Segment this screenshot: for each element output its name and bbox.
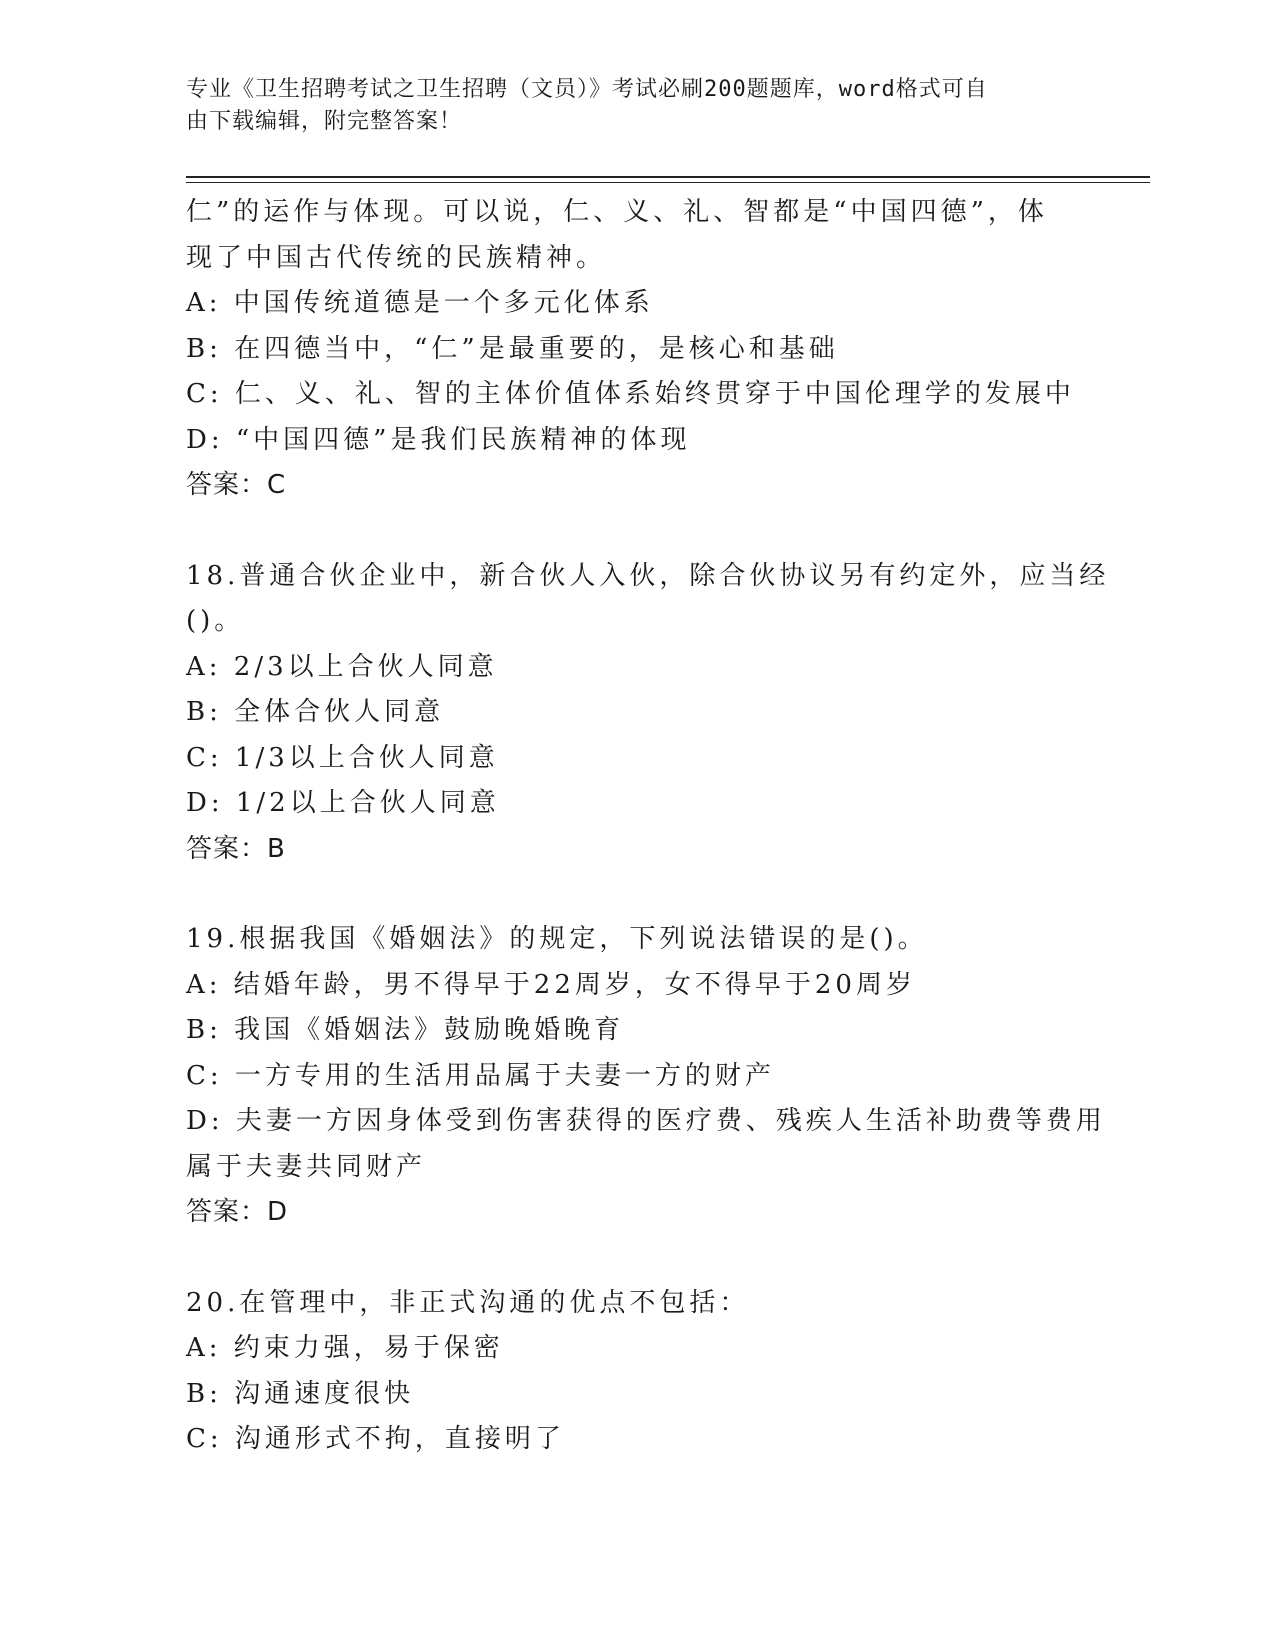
question-stem-line: ()。 (186, 606, 245, 636)
answer-line: 答案：B (186, 833, 286, 864)
option-d: D: “中国四德”是我们民族精神的体现 (186, 424, 691, 455)
option-b: B: 在四德当中，“仁”是最重要的，是核心和基础 (186, 333, 839, 364)
spacer (186, 509, 1106, 554)
option-a: A: 结婚年龄，男不得早于22周岁，女不得早于20周岁 (186, 969, 916, 1000)
option-c: C: 仁、义、礼、智的主体价值体系始终贯穿于中国伦理学的发展中 (186, 379, 1075, 409)
option-d-continued: 属于夫妻共同财产 (186, 1151, 427, 1182)
option-c: C: 一方专用的生活用品属于夫妻一方的财产 (186, 1060, 775, 1091)
option-b: B: 我国《婚姻法》鼓励晚婚晚育 (186, 1015, 625, 1045)
question-19 (186, 917, 1106, 1236)
answer-line: 答案：D (186, 1197, 289, 1227)
option-c: C: 1/3以上合伙人同意 (186, 742, 499, 773)
question-17-continued (186, 190, 1106, 509)
header-divider-thin (186, 182, 1150, 183)
option-a: A: 2/3以上合伙人同意 (186, 651, 498, 682)
question-stem-line: 现了中国古代传统的民族精神。 (186, 242, 607, 273)
question-content (186, 190, 1110, 1463)
question-stem-line: 18.普通合伙企业中，新合伙人入伙，除合伙协议另有约定外，应当经 (186, 560, 1110, 591)
question-18 (186, 554, 1110, 873)
header-line-1: 专业《卫生招聘考试之卫生招聘（文员）》考试必刷200题题库，word格式可自 (186, 77, 988, 102)
option-d: D: 夫妻一方因身体受到伤害获得的医疗费、残疾人生活补助费等费用 (186, 1106, 1106, 1136)
header-line-2: 由下载编辑，附完整答案！ (186, 109, 463, 134)
spacer (186, 872, 1106, 917)
option-a: A: 约束力强，易于保密 (186, 1333, 504, 1363)
document-header (186, 74, 1066, 138)
option-b: B: 沟通速度很快 (186, 1378, 415, 1409)
header-divider-thick (186, 176, 1150, 178)
option-c: C: 沟通形式不拘，直接明了 (186, 1424, 565, 1454)
question-stem-line: 19.根据我国《婚姻法》的规定，下列说法错误的是()。 (186, 924, 928, 954)
option-a: A: 中国传统道德是一个多元化体系 (186, 288, 654, 318)
option-b: B: 全体合伙人同意 (186, 697, 445, 727)
answer-line: 答案：C (186, 470, 287, 500)
question-stem-line: 仁”的运作与体现。可以说，仁、义、礼、智都是“中国四德”，体 (186, 197, 1048, 227)
question-20 (186, 1281, 1106, 1463)
option-d: D: 1/2以上合伙人同意 (186, 788, 500, 818)
spacer (186, 1236, 1106, 1281)
question-stem-line: 20.在管理中，非正式沟通的优点不包括： (186, 1287, 750, 1318)
